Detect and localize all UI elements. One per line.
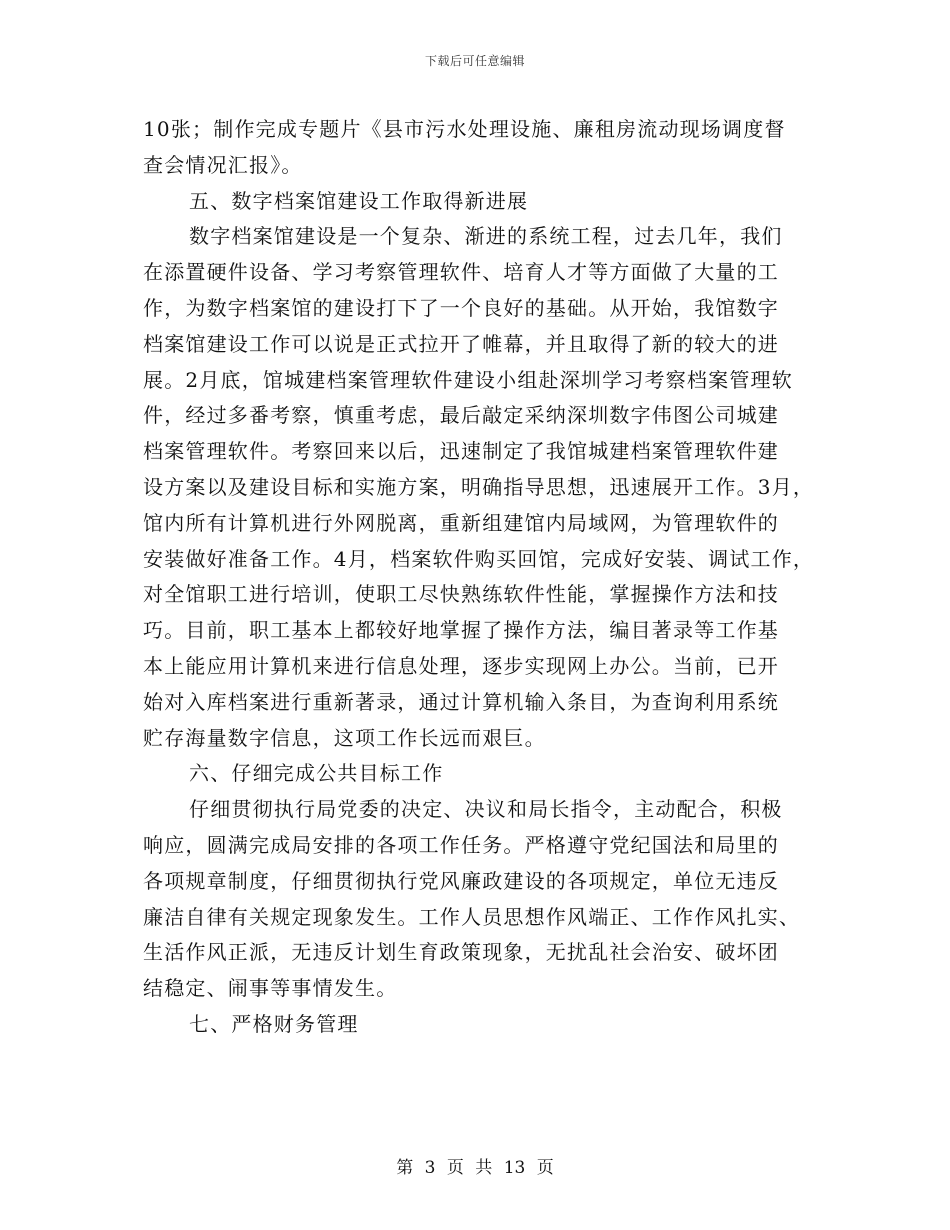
text-line: 各项规章制度，仔细贯彻执行党风廉政建设的各项规定，单位无违反 bbox=[143, 868, 779, 893]
text-line: 仔细贯彻执行局党委的决定、决议和局长指令，主动配合，积极 bbox=[189, 797, 783, 822]
text-line: 廉洁自律有关规定现象发生。工作人员思想作风端正、工作作风扎实、 bbox=[143, 904, 801, 929]
text-line: 安装做好准备工作。4月，档案软件购买回馆，完成好安装、调试工作， bbox=[143, 546, 815, 571]
section-heading: 六、仔细完成公共目标工作 bbox=[189, 761, 444, 786]
text-line: 巧。目前，职工基本上都较好地掌握了操作方法，编目著录等工作基 bbox=[143, 618, 779, 643]
section-heading: 七、严格财务管理 bbox=[189, 1011, 359, 1036]
text-line: 件，经过多番考察，慎重考虑，最后敲定采纳深圳数字伟图公司城建 bbox=[143, 403, 779, 428]
text-line: 数字档案馆建设是一个复杂、渐进的系统工程，过去几年，我们 bbox=[189, 224, 783, 249]
text-line: 贮存海量数字信息，这项工作长远而艰巨。 bbox=[143, 725, 546, 750]
text-line: 档案管理软件。考察回来以后，迅速制定了我馆城建档案管理软件建 bbox=[143, 439, 779, 464]
section-heading: 五、数字档案馆建设工作取得新进展 bbox=[189, 188, 529, 213]
page-header: 下载后可任意编辑 bbox=[424, 54, 525, 68]
text-line: 始对入库档案进行重新著录，通过计算机输入条目，为查询利用系统 bbox=[143, 689, 779, 714]
text-line: 展。2月底，馆城建档案管理软件建设小组赴深圳学习考察档案管理软 bbox=[143, 367, 793, 392]
text-line: 响应，圆满完成局安排的各项工作任务。严格遵守党纪国法和局里的 bbox=[143, 832, 779, 857]
text-line: 在添置硬件设备、学习考察管理软件、培育人才等方面做了大量的工 bbox=[143, 260, 779, 285]
text-line: 查会情况汇报》。 bbox=[143, 152, 303, 177]
text-line: 对全馆职工进行培训，使职工尽快熟练软件性能，掌握操作方法和技 bbox=[143, 582, 779, 607]
text-line: 设方案以及建设目标和实施方案，明确指导思想，迅速展开工作。3月， bbox=[143, 474, 815, 499]
page-footer: 第 3 页 共 13 页 bbox=[396, 1158, 554, 1178]
text-line: 10张；制作完成专题片《县市污水处理设施、廉租房流动现场调度督 bbox=[143, 117, 786, 141]
text-line: 生活作风正派，无违反计划生育政策现象，无扰乱社会治安、破坏团 bbox=[143, 940, 779, 965]
text-line: 本上能应用计算机来进行信息处理，逐步实现网上办公。当前，已开 bbox=[143, 653, 779, 678]
text-line: 档案馆建设工作可以说是正式拉开了帷幕，并且取得了新的较大的进 bbox=[143, 331, 779, 356]
document-body bbox=[143, 112, 815, 1043]
text-line: 结稳定、闹事等事情发生。 bbox=[143, 976, 398, 1001]
text-line: 馆内所有计算机进行外网脱离，重新组建馆内局域网，为管理软件的 bbox=[143, 510, 779, 535]
text-line: 作，为数字档案馆的建设打下了一个良好的基础。从开始，我馆数字 bbox=[143, 295, 779, 320]
